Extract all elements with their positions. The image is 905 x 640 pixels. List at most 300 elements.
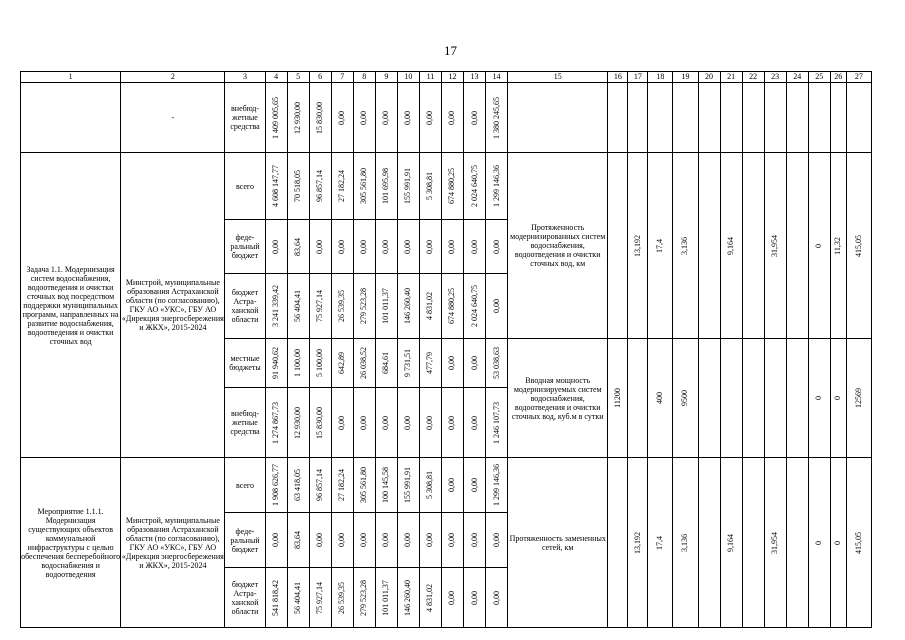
amount-cell (419, 220, 441, 274)
amount-cell (463, 568, 485, 628)
amount-cell (441, 339, 463, 388)
amount-cell (331, 568, 353, 628)
indicator-cell (648, 83, 673, 153)
amount-cell (375, 220, 397, 274)
amount-cell (265, 220, 287, 274)
column-header: 5 (287, 72, 309, 83)
task-name: Задача 1.1. Модернизация систем водоснабжения, водоотведения и очистки сточных вод посредством поддержки муниципальных программ, направленных на развитие водоснабжения, водоотведения и очистки сточных вод (21, 153, 121, 458)
amount-cell (463, 388, 485, 458)
cell-value: 101 695,98 (381, 168, 391, 204)
cell-value: 0,00 (381, 239, 391, 254)
amount-cell (309, 339, 331, 388)
cell-value: 0,00 (271, 239, 281, 254)
indicator-value (830, 339, 846, 458)
indicator-value (698, 339, 720, 458)
cell-value: 0,00 (447, 478, 457, 492)
indicator-cell (628, 83, 648, 153)
cell-value: 0,00 (447, 590, 457, 605)
indicator-value (764, 339, 786, 458)
cell-value: 305 561,80 (359, 168, 369, 204)
amount-cell (486, 339, 508, 388)
cell-value: 63 418,05 (293, 469, 303, 501)
indicator-value (846, 339, 871, 458)
amount-cell (397, 458, 419, 513)
amount-cell (353, 83, 375, 153)
cell-value: 12 930,00 (293, 101, 303, 134)
cell-value: 0,00 (359, 533, 369, 547)
cell-value: 12 930,00 (293, 406, 303, 439)
cell-value: 0,00 (315, 533, 325, 547)
cell-value: 0,00 (425, 415, 435, 430)
source-cell: всего (225, 153, 265, 220)
amount-cell (309, 458, 331, 513)
cell-value: 3,136 (680, 236, 690, 255)
cell-value: 53 038,63 (491, 347, 501, 379)
cell-value: 0 (814, 396, 824, 400)
amount-cell (265, 513, 287, 568)
cell-value: 9 731,51 (403, 349, 413, 377)
indicator-value (786, 339, 808, 458)
cell-value: 4 831,02 (425, 292, 435, 320)
cell-value: 146 260,40 (403, 579, 413, 616)
amount-cell (309, 220, 331, 274)
indicator-value (846, 153, 871, 339)
indicator-value (846, 458, 871, 628)
cell-value: 0,00 (403, 533, 413, 547)
indicator-value (698, 458, 720, 628)
cell-value: 96 857,14 (315, 170, 325, 202)
amount-cell (375, 388, 397, 458)
amount-cell (331, 339, 353, 388)
cell-value: 0,00 (491, 239, 501, 254)
source-cell: бюджет Астра-ханской области (225, 568, 265, 628)
amount-cell (375, 83, 397, 153)
cell-value: 0,00 (381, 415, 391, 430)
task-cell (21, 83, 121, 153)
cell-value: 1 409 005,65 (271, 96, 281, 139)
cell-value: 0,00 (359, 239, 369, 254)
indicator-value (742, 153, 764, 339)
cell-value: 5 308,81 (425, 471, 435, 499)
amount-cell (353, 153, 375, 220)
indicator-value (673, 153, 698, 339)
cell-value: 96 857,14 (315, 469, 325, 501)
cell-value: 477,79 (425, 352, 435, 374)
cell-value: 26 539,35 (337, 581, 347, 614)
amount-cell (486, 220, 508, 274)
cell-value: 0,00 (447, 356, 457, 370)
source-cell: всего (225, 458, 265, 513)
cell-value: 541 818,42 (271, 579, 281, 616)
cell-value: 3 241 339,42 (271, 285, 281, 327)
indicator-cell (608, 83, 628, 153)
cell-value: 279 523,28 (359, 288, 369, 324)
amount-cell (397, 274, 419, 339)
indicator-cell (698, 83, 720, 153)
cell-value: 17,4 (655, 238, 665, 253)
column-header: 11 (419, 72, 441, 83)
cell-value: 0,00 (425, 239, 435, 254)
cell-value: 13,192 (632, 531, 642, 554)
amount-cell (397, 153, 419, 220)
amount-cell (419, 568, 441, 628)
amount-cell (441, 83, 463, 153)
cell-value: 56 404,41 (293, 290, 303, 322)
cell-value: 155 991,91 (403, 168, 413, 204)
amount-cell (331, 153, 353, 220)
amount-cell (419, 388, 441, 458)
amount-cell (265, 388, 287, 458)
amount-cell (397, 220, 419, 274)
cell-value: 674 880,25 (447, 168, 457, 204)
amount-cell (397, 568, 419, 628)
amount-cell (463, 339, 485, 388)
cell-value: 27 182,24 (337, 170, 347, 202)
column-header: 26 (830, 72, 846, 83)
cell-value: 1 246 107,73 (491, 401, 501, 444)
source-cell: внебюд-жетные средства (225, 83, 265, 153)
indicator-cell (830, 83, 846, 153)
cell-value: 415,05 (853, 234, 863, 257)
cell-value: 1 100,00 (293, 349, 303, 377)
cell-value: 91 940,62 (271, 347, 281, 379)
amount-cell (463, 220, 485, 274)
cell-value: 3,136 (680, 533, 690, 552)
cell-value: 0 (833, 396, 843, 400)
indicator-value (786, 153, 808, 339)
cell-value: 75 927,14 (315, 581, 325, 614)
page-number: 17 (444, 43, 457, 58)
indicator-value (764, 458, 786, 628)
indicator-value (673, 339, 698, 458)
cell-value: 0,00 (447, 533, 457, 547)
amount-cell (375, 458, 397, 513)
cell-value: 305 561,80 (359, 467, 369, 503)
column-header: 20 (698, 72, 720, 83)
amount-cell (287, 513, 309, 568)
cell-value: 0,00 (381, 110, 391, 125)
amount-cell (441, 274, 463, 339)
amount-cell (309, 513, 331, 568)
column-header: 22 (742, 72, 764, 83)
amount-cell (287, 339, 309, 388)
amount-cell (287, 458, 309, 513)
amount-cell (486, 153, 508, 220)
amount-cell (265, 458, 287, 513)
cell-value: 83,64 (293, 531, 303, 549)
amount-cell (419, 274, 441, 339)
amount-cell (397, 83, 419, 153)
column-header: 9 (375, 72, 397, 83)
amount-cell (463, 274, 485, 339)
amount-cell (287, 388, 309, 458)
source-cell: феде-ральный бюджет (225, 220, 265, 274)
amount-cell (265, 153, 287, 220)
cell-value: 0,00 (271, 533, 281, 547)
program-table (20, 71, 872, 628)
cell-value: 0,00 (447, 110, 457, 125)
indicator-value (628, 153, 648, 339)
indicator-value (648, 339, 673, 458)
amount-cell (375, 568, 397, 628)
executor-cell: - (121, 83, 225, 153)
amount-cell (331, 83, 353, 153)
amount-cell (397, 388, 419, 458)
column-header: 21 (720, 72, 742, 83)
cell-value: 1 299 146,36 (491, 165, 501, 207)
cell-value: 0,00 (337, 239, 347, 254)
cell-value: 5 308,81 (425, 172, 435, 200)
cell-value: 0,00 (469, 356, 479, 370)
amount-cell (375, 153, 397, 220)
table-row (21, 458, 872, 513)
amount-cell (441, 388, 463, 458)
cell-value: 2 024 640,75 (469, 285, 479, 327)
amount-cell (375, 274, 397, 339)
cell-value: 0,00 (425, 533, 435, 547)
cell-value: 0,00 (337, 415, 347, 430)
column-header: 1 (21, 72, 121, 83)
amount-cell (309, 568, 331, 628)
amount-cell (353, 458, 375, 513)
indicator-value (608, 339, 628, 458)
amount-cell (375, 339, 397, 388)
column-header: 13 (463, 72, 485, 83)
amount-cell (287, 220, 309, 274)
column-header: 25 (808, 72, 830, 83)
cell-value: 0,00 (469, 590, 479, 605)
column-header: 18 (648, 72, 673, 83)
amount-cell (375, 513, 397, 568)
column-header: 19 (673, 72, 698, 83)
indicator-name: Протяженность модернизированных систем водоснабжения, водоотведения и очистки сточных вод, км (508, 153, 608, 339)
cell-value: 155 991,91 (403, 467, 413, 503)
amount-cell (486, 513, 508, 568)
cell-value: 9500 (680, 390, 690, 406)
amount-cell (331, 220, 353, 274)
cell-value: 9,164 (726, 533, 736, 552)
amount-cell (486, 83, 508, 153)
indicator-value (742, 458, 764, 628)
amount-cell (486, 568, 508, 628)
column-header: 24 (786, 72, 808, 83)
cell-value: 1 274 867,73 (271, 401, 281, 444)
indicator-value (764, 153, 786, 339)
indicator-value (808, 339, 830, 458)
indicator-cell (508, 83, 608, 153)
amount-cell (309, 153, 331, 220)
amount-cell (287, 153, 309, 220)
amount-cell (463, 513, 485, 568)
amount-cell (287, 568, 309, 628)
amount-cell (287, 274, 309, 339)
indicator-value (648, 458, 673, 628)
column-header: 8 (353, 72, 375, 83)
cell-value: 75 927,14 (315, 290, 325, 322)
cell-value: 15 830,00 (315, 406, 325, 439)
cell-value: 2 024 640,75 (469, 165, 479, 207)
cell-value: 400 (655, 392, 665, 404)
amount-cell (353, 274, 375, 339)
indicator-value (720, 339, 742, 458)
cell-value: 0 (814, 243, 824, 248)
amount-cell (353, 220, 375, 274)
amount-cell (463, 458, 485, 513)
cell-value: 12569 (853, 388, 863, 408)
column-header: 17 (628, 72, 648, 83)
amount-cell (287, 83, 309, 153)
indicator-value (673, 458, 698, 628)
amount-cell (331, 388, 353, 458)
cell-value: 0,00 (337, 110, 347, 125)
cell-value: 0,00 (491, 299, 501, 313)
column-header: 12 (441, 72, 463, 83)
column-header: 14 (486, 72, 508, 83)
cell-value: 0,00 (447, 239, 457, 254)
indicator-value (742, 339, 764, 458)
executor-cell: Минстрой, муниципальные образования Астраханской области (по согласованию), ГКУ АО «УКС», ГБУ АО «Дирекция энергосбережения и ЖКХ», 2015-2024 (121, 153, 225, 458)
cell-value: 26 038,52 (359, 347, 369, 379)
cell-value: 17,4 (655, 535, 665, 550)
amount-cell (309, 274, 331, 339)
amount-cell (441, 153, 463, 220)
cell-value: 26 539,35 (337, 290, 347, 322)
cell-value: 0,00 (403, 239, 413, 254)
cell-value: 279 523,28 (359, 579, 369, 616)
indicator-value (720, 458, 742, 628)
cell-value: 0,00 (469, 415, 479, 430)
amount-cell (265, 274, 287, 339)
cell-value: 56 404,41 (293, 581, 303, 614)
cell-value: 0,00 (403, 110, 413, 125)
cell-value: 4 831,02 (425, 583, 435, 612)
amount-cell (419, 458, 441, 513)
cell-value: 31,954 (770, 234, 780, 257)
indicator-value (786, 458, 808, 628)
column-header: 6 (309, 72, 331, 83)
cell-value: 0,00 (381, 533, 391, 547)
amount-cell (486, 388, 508, 458)
indicator-cell (742, 83, 764, 153)
cell-value: 0,00 (469, 110, 479, 125)
amount-cell (265, 83, 287, 153)
executor-cell: Минстрой, муниципальные образования Астраханской области (по согласованию), ГКУ АО «УКС», ГБУ АО «Дирекция энергосбережения и ЖКХ», 2015-2024 (121, 458, 225, 628)
cell-value: 100 145,58 (381, 467, 391, 503)
amount-cell (419, 339, 441, 388)
column-header: 7 (331, 72, 353, 83)
cell-value: 0,00 (425, 110, 435, 125)
source-cell: феде-ральный бюджет (225, 513, 265, 568)
cell-value: 642,89 (337, 352, 347, 374)
amount-cell (265, 568, 287, 628)
column-header: 23 (764, 72, 786, 83)
amount-cell (331, 274, 353, 339)
cell-value: 415,05 (853, 531, 863, 554)
column-header: 16 (608, 72, 628, 83)
cell-value: 13,192 (632, 234, 642, 257)
amount-cell (309, 388, 331, 458)
indicator-value (648, 153, 673, 339)
indicator-name: Вводная мощность модернизируемых систем водоснабжения, водоотведения и очистки сточных вод, куб.м в сутки (508, 339, 608, 458)
cell-value: 1 299 146,36 (491, 464, 501, 506)
cell-value: 11200 (612, 388, 622, 408)
indicator-value (720, 153, 742, 339)
cell-value: 1 380 245,65 (491, 96, 501, 139)
indicator-value (808, 153, 830, 339)
cell-value: 0,00 (469, 478, 479, 492)
cell-value: 83,64 (293, 237, 303, 256)
cell-value: 70 518,05 (293, 170, 303, 202)
amount-cell (441, 513, 463, 568)
indicator-cell (786, 83, 808, 153)
source-cell: внебюд-жетные средства (225, 388, 265, 458)
indicator-value (628, 458, 648, 628)
cell-value: 101 011,37 (381, 288, 391, 324)
table-row (21, 153, 872, 220)
indicator-cell (808, 83, 830, 153)
table-row (21, 83, 872, 153)
amount-cell (353, 568, 375, 628)
column-header: 4 (265, 72, 287, 83)
column-header: 3 (225, 72, 265, 83)
indicator-cell (673, 83, 698, 153)
cell-value: 11,32 (833, 236, 843, 255)
cell-value: 0,00 (469, 239, 479, 254)
measure-name: Мероприятие 1.1.1. Модернизация существующих объектов коммунальной инфраструктуры с целью обеспечения бесперебойного водоснабжения и водоотведения (21, 458, 121, 628)
cell-value: 146 260,40 (403, 288, 413, 324)
amount-cell (419, 513, 441, 568)
cell-value: 684,61 (381, 352, 391, 374)
amount-cell (441, 220, 463, 274)
column-header: 27 (846, 72, 871, 83)
cell-value: 0 (814, 540, 824, 545)
amount-cell (419, 83, 441, 153)
cell-value: 0,00 (491, 533, 501, 547)
cell-value: 0,00 (359, 415, 369, 430)
source-cell: местные бюджеты (225, 339, 265, 388)
cell-value: 27 182,24 (337, 469, 347, 501)
amount-cell (331, 458, 353, 513)
cell-value: 674 880,25 (447, 288, 457, 324)
amount-cell (353, 513, 375, 568)
cell-value: 0,00 (469, 533, 479, 547)
amount-cell (441, 568, 463, 628)
cell-value: 0,00 (403, 415, 413, 430)
indicator-value (608, 153, 628, 339)
cell-value: 0,00 (359, 110, 369, 125)
source-cell: бюджет Астра-ханской области (225, 274, 265, 339)
amount-cell (463, 83, 485, 153)
cell-value: 0 (833, 540, 843, 545)
amount-cell (309, 83, 331, 153)
cell-value: 0,00 (315, 239, 325, 254)
indicator-value (698, 153, 720, 339)
indicator-value (628, 339, 648, 458)
amount-cell (353, 388, 375, 458)
amount-cell (353, 339, 375, 388)
column-header: 15 (508, 72, 608, 83)
cell-value: 4 608 147,77 (271, 165, 281, 207)
cell-value: 9,164 (726, 236, 736, 255)
amount-cell (486, 458, 508, 513)
indicator-value (830, 153, 846, 339)
amount-cell (397, 339, 419, 388)
indicator-cell (720, 83, 742, 153)
amount-cell (397, 513, 419, 568)
column-header: 10 (397, 72, 419, 83)
amount-cell (265, 339, 287, 388)
indicator-name: Протяженность замененных сетей, км (508, 458, 608, 628)
